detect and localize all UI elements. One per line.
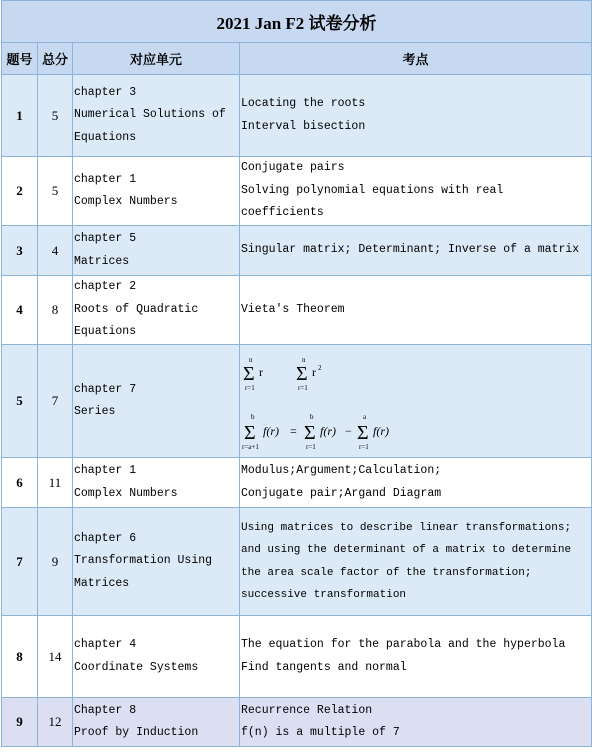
- point-line: Recurrence Relation: [241, 703, 373, 717]
- table-row: [2, 698, 592, 747]
- sigma-icon: Σ: [357, 422, 369, 444]
- unit-cell: [73, 458, 240, 508]
- point-line: Locating the roots: [241, 97, 366, 110]
- point-line: Conjugate pair;Argand Diagram: [241, 486, 442, 500]
- unit-line: chapter 2: [74, 280, 137, 294]
- table-title: 2021 Jan F2 试卷分析: [2, 1, 592, 43]
- unit-cell: [73, 226, 240, 276]
- unit-line: Coordinate Systems: [74, 660, 199, 674]
- question-number: 5: [2, 345, 38, 458]
- table-row: [2, 276, 592, 345]
- unit-line: Series: [74, 405, 116, 418]
- unit-line: Complex Numbers: [74, 195, 178, 208]
- sum-upper-limit: b: [310, 413, 314, 421]
- table-row: [2, 458, 592, 508]
- question-number: 7: [2, 508, 38, 616]
- question-score: 8: [38, 276, 73, 345]
- sum-term: f(r): [373, 424, 389, 438]
- question-score: 11: [38, 458, 73, 508]
- unit-cell: [73, 276, 240, 345]
- sum-term: r: [312, 365, 316, 379]
- question-score: 5: [38, 157, 73, 226]
- equals-sign: =: [290, 424, 297, 438]
- unit-line: chapter 6: [74, 531, 137, 545]
- sum-term: f(r): [263, 424, 279, 438]
- unit-line: Matrices: [74, 576, 130, 590]
- question-number: 1: [2, 75, 38, 157]
- point-line: f(n) is a multiple of 7: [241, 726, 400, 739]
- unit-cell: [73, 75, 240, 157]
- table-row: [2, 345, 592, 458]
- question-score: 7: [38, 345, 73, 458]
- point-line: Modulus;Argument;Calculation;: [241, 464, 442, 477]
- sum-upper-limit: a: [363, 413, 367, 421]
- unit-line: Equations: [74, 325, 137, 339]
- table-row: [2, 157, 592, 226]
- sum-term: f(r): [320, 424, 336, 438]
- sum-lower-limit: r=1: [298, 384, 308, 392]
- minus-sign: −: [345, 424, 352, 438]
- sum-lower-limit: r=1: [306, 443, 316, 451]
- sum-lower-limit: r=1: [359, 443, 369, 451]
- unit-line: Numerical Solutions of: [74, 108, 226, 122]
- point-line: Solving polynomial equations with real: [241, 183, 504, 197]
- question-number: 3: [2, 226, 38, 276]
- question-score: 9: [38, 508, 73, 616]
- question-number: 6: [2, 458, 38, 508]
- unit-line: Roots of Quadratic: [74, 302, 199, 316]
- points-cell: [240, 345, 592, 458]
- sigma-icon: Σ: [243, 363, 255, 385]
- sigma-icon: Σ: [304, 422, 316, 444]
- points-cell: [240, 276, 592, 345]
- sum-lower-limit: r=1: [245, 384, 255, 392]
- unit-line: Complex Numbers: [74, 486, 178, 500]
- sigma-icon: Σ: [244, 422, 256, 444]
- question-score: 14: [38, 616, 73, 698]
- question-number: 2: [2, 157, 38, 226]
- points-cell: [240, 508, 592, 616]
- points-cell: [240, 698, 592, 747]
- sum-lower-limit: r=a+1: [242, 443, 259, 451]
- question-score: 12: [38, 698, 73, 747]
- unit-cell: [73, 616, 240, 698]
- unit-line: chapter 7: [74, 382, 137, 396]
- table-row: [2, 75, 592, 157]
- point-line: the area scale factor of the transformation;: [241, 566, 532, 579]
- point-line: The equation for the parabola and the hyperbola: [241, 638, 566, 651]
- point-line: successive transformation: [241, 589, 407, 601]
- unit-line: chapter 3: [74, 85, 137, 99]
- header-unit: 对应单元: [73, 43, 240, 75]
- unit-line: Equations: [74, 130, 137, 144]
- points-cell: [240, 75, 592, 157]
- unit-cell: [73, 157, 240, 226]
- points-cell: [240, 616, 592, 698]
- points-cell: [240, 157, 592, 226]
- unit-line: Proof by Induction: [74, 726, 199, 739]
- points-cell: [240, 458, 592, 508]
- table-row: [2, 616, 592, 698]
- table-row: [2, 226, 592, 276]
- header-score: 总分: [38, 43, 73, 75]
- unit-line: chapter 5: [74, 232, 137, 245]
- question-score: 5: [38, 75, 73, 157]
- unit-cell: [73, 345, 240, 458]
- point-line: Vieta's Theorem: [241, 302, 345, 316]
- table-row: [2, 508, 592, 616]
- header-points: 考点: [240, 43, 592, 75]
- unit-line: Transformation Using: [74, 554, 213, 568]
- points-cell: [240, 226, 592, 276]
- question-score: 4: [38, 226, 73, 276]
- point-line: Conjugate pairs: [241, 161, 345, 175]
- unit-line: Chapter 8: [74, 703, 137, 717]
- series-formula: [240, 346, 590, 456]
- point-line: and using the determinant of a matrix to determine: [241, 544, 572, 556]
- question-number: 9: [2, 698, 38, 747]
- question-number: 8: [2, 616, 38, 698]
- point-line: Singular matrix; Determinant; Inverse of a matrix: [241, 243, 580, 257]
- unit-line: Matrices: [74, 254, 130, 268]
- point-line: Interval bisection: [241, 119, 366, 133]
- sigma-icon: Σ: [296, 363, 308, 385]
- header-num: 题号: [2, 43, 38, 75]
- unit-line: chapter 4: [74, 638, 137, 651]
- analysis-table: [1, 0, 592, 747]
- sum-upper-limit: n: [249, 356, 253, 364]
- unit-cell: [73, 508, 240, 616]
- point-line: Using matrices to describe linear transformations;: [241, 521, 572, 534]
- unit-line: chapter 1: [74, 464, 137, 477]
- point-line: Find tangents and normal: [241, 660, 407, 674]
- unit-cell: [73, 698, 240, 747]
- sum-upper-limit: n: [302, 356, 306, 364]
- sum-upper-limit: b: [251, 413, 255, 421]
- sum-term: r: [259, 365, 263, 379]
- question-number: 4: [2, 276, 38, 345]
- point-line: coefficients: [241, 206, 324, 220]
- sum-exponent: 2: [318, 364, 322, 372]
- unit-line: chapter 1: [74, 172, 137, 186]
